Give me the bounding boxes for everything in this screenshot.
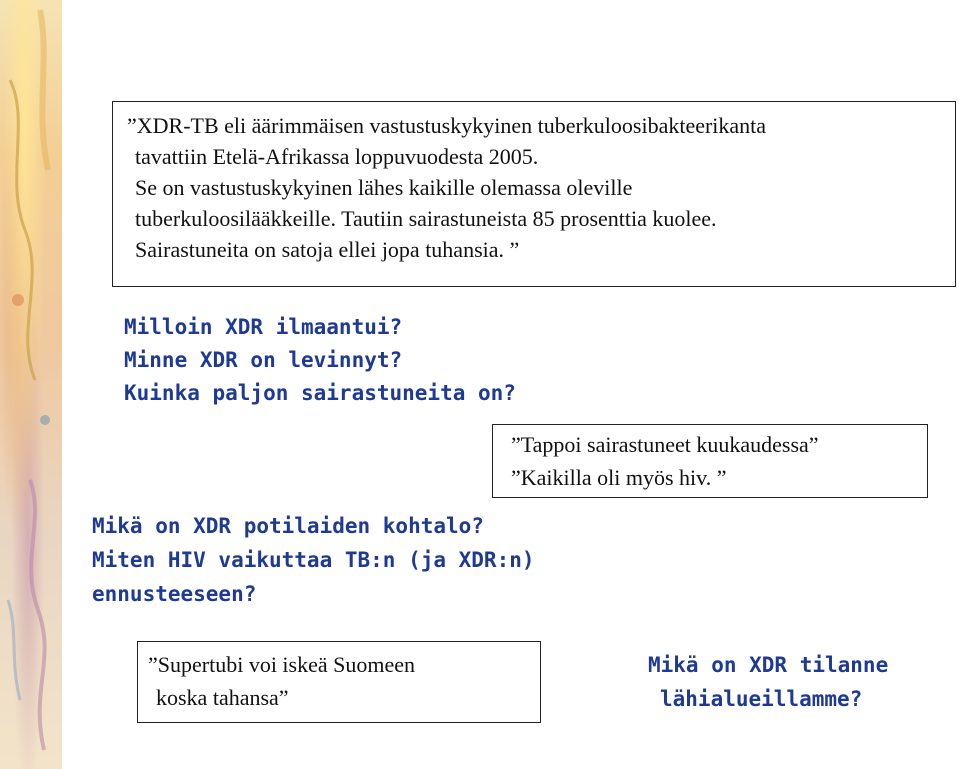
supertubi-line-2: koska tahansa” xyxy=(156,685,289,710)
question-hiv-effect: Miten HIV vaikuttaa TB:n (ja XDR:n) xyxy=(92,548,535,572)
mortality-quote-box xyxy=(492,424,928,498)
supertubi-quote-box xyxy=(137,641,541,723)
abstract-painting-icon xyxy=(0,0,62,769)
question-nearby-situation-1: Mikä on XDR tilanne xyxy=(648,653,889,677)
question-when: Milloin XDR ilmaantui? xyxy=(124,315,403,339)
question-prognosis: ennusteeseen? xyxy=(92,582,257,606)
mortality-line-1: ”Tappoi sairastuneet kuukaudessa” xyxy=(511,432,819,457)
supertubi-line-1: ”Supertubi voi iskeä Suomeen xyxy=(148,652,416,677)
quote-line-2: tavattiin Etelä-Afrikassa loppuvuodesta 2005. xyxy=(135,144,539,169)
xdr-quote-box xyxy=(112,101,956,287)
question-fate: Mikä on XDR potilaiden kohtalo? xyxy=(92,514,484,538)
quote-line-5: Sairastuneita on satoja ellei jopa tuhansia. ” xyxy=(135,237,520,262)
decorative-side-artwork xyxy=(0,0,62,769)
quote-line-4: tuberkuloosilääkkeille. Tautiin sairastuneista 85 prosenttia kuolee. xyxy=(135,206,717,231)
question-where: Minne XDR on levinnyt? xyxy=(124,348,403,372)
question-how-many: Kuinka paljon sairastuneita on? xyxy=(124,381,516,405)
quote-line-1: ”XDR-TB eli äärimmäisen vastustuskykyinen tuberkuloosibakteerikanta xyxy=(127,113,767,138)
question-nearby-situation-2: lähialueillamme? xyxy=(660,687,863,711)
quote-line-3: Se on vastustuskykyinen lähes kaikille olemassa oleville xyxy=(135,175,633,200)
mortality-line-2: ”Kaikilla oli myös hiv. ” xyxy=(511,465,727,490)
